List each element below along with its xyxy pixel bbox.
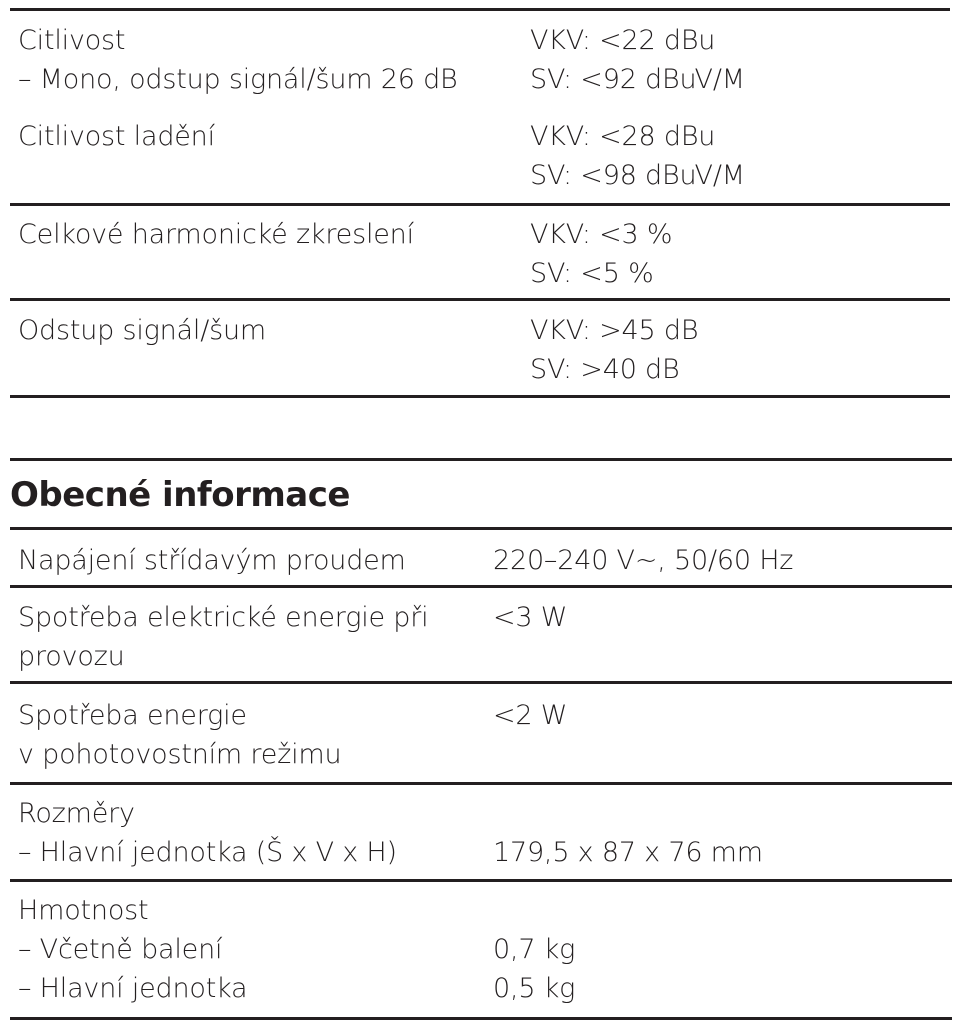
section-rule bbox=[10, 527, 952, 530]
table-rule bbox=[10, 681, 952, 684]
row-value: VKV: <3 % SV: <5 % bbox=[530, 219, 673, 289]
row-label: Hmotnost – Včetně balení – Hlavní jednotka bbox=[18, 895, 248, 1004]
row-label: Rozměry – Hlavní jednotka (Š x V x H) bbox=[18, 798, 397, 868]
row-value: VKV: <28 dBu SV: <98 dBuV/M bbox=[530, 121, 745, 191]
table-rule bbox=[10, 395, 950, 398]
row-value: VKV: >45 dB SV: >40 dB bbox=[530, 315, 699, 385]
row-value: 0,7 kg 0,5 kg bbox=[493, 934, 576, 1004]
row-value: <3 W bbox=[493, 602, 568, 633]
row-label: Spotřeba elektrické energie při provozu bbox=[18, 602, 429, 672]
row-label: Napájení střídavým proudem bbox=[18, 545, 406, 576]
section-rule bbox=[10, 458, 952, 461]
row-value: <2 W bbox=[493, 700, 568, 731]
table-rule bbox=[10, 879, 952, 882]
row-value: 220–240 V~, 50/60 Hz bbox=[493, 545, 794, 576]
table-rule bbox=[10, 8, 950, 11]
row-label: Celkové harmonické zkreslení bbox=[18, 219, 414, 250]
row-value: VKV: <22 dBu SV: <92 dBuV/M bbox=[530, 25, 745, 95]
table-rule bbox=[10, 782, 952, 785]
table-rule bbox=[10, 298, 950, 301]
row-label: Citlivost ladění bbox=[18, 121, 215, 152]
row-value: 179,5 x 87 x 76 mm bbox=[493, 837, 763, 868]
row-label: Odstup signál/šum bbox=[18, 315, 266, 346]
table-rule bbox=[10, 585, 952, 588]
table-rule bbox=[10, 203, 950, 206]
section-heading: Obecné informace bbox=[10, 475, 350, 515]
table-rule bbox=[10, 1017, 952, 1020]
row-label: Citlivost – Mono, odstup signál/šum 26 dB bbox=[18, 25, 458, 95]
row-label: Spotřeba energie v pohotovostním režimu bbox=[18, 700, 342, 770]
